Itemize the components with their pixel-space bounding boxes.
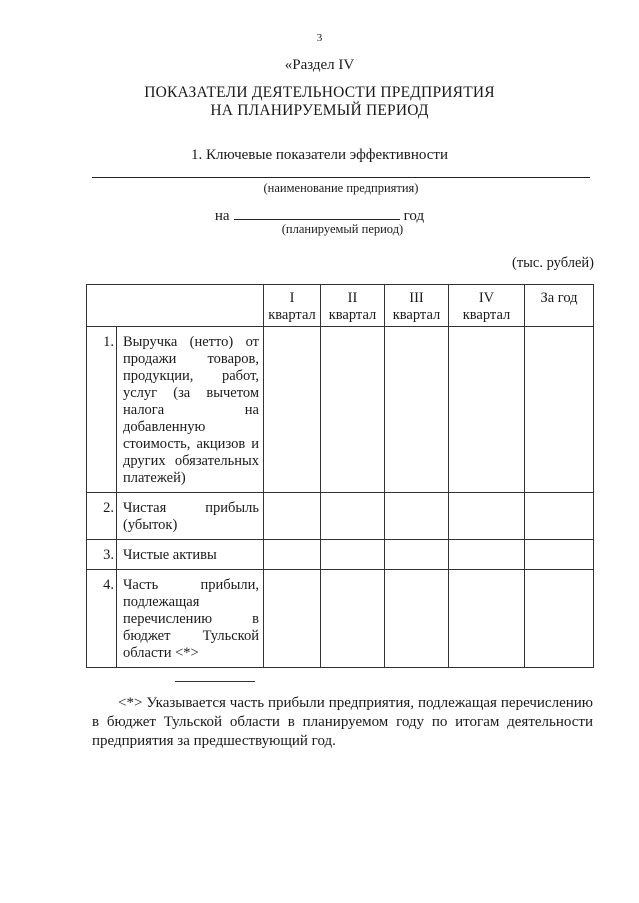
- section-label: «Раздел IV: [284, 57, 355, 73]
- value-cell: [449, 540, 525, 570]
- header-q3: III квартал: [385, 285, 449, 327]
- value-cell: [525, 540, 594, 570]
- value-cell: [525, 570, 594, 668]
- value-cell: [321, 327, 385, 493]
- value-cell: [385, 570, 449, 668]
- row-label: Чистая прибыль (убыток): [117, 493, 264, 540]
- value-cell: [525, 493, 594, 540]
- row-number: 1.: [87, 327, 117, 493]
- value-cell: [449, 570, 525, 668]
- subtitle: 1. Ключевые показатели эффективности: [190, 147, 449, 163]
- table-row: [87, 570, 594, 668]
- value-cell: [264, 570, 321, 668]
- header-q2: II квартал: [321, 285, 385, 327]
- table-row: [87, 493, 594, 540]
- value-cell: [264, 327, 321, 493]
- header-q1: I квартал: [264, 285, 321, 327]
- value-cell: [385, 493, 449, 540]
- value-cell: [385, 327, 449, 493]
- units-label: (тыс. рублей): [512, 255, 594, 271]
- period-blank: [234, 206, 400, 220]
- header-q4: IV квартал: [449, 285, 525, 327]
- kpi-table: [86, 284, 594, 668]
- table-row: [87, 327, 594, 493]
- value-cell: [264, 493, 321, 540]
- period-prefix: на: [214, 208, 230, 224]
- row-label: Часть прибыли, подлежащая перечислению в бюджет Тульской области <*>: [117, 570, 264, 668]
- value-cell: [449, 327, 525, 493]
- row-label: Чистые активы: [117, 540, 264, 570]
- table-header-row: [87, 285, 594, 327]
- period-caption: (планируемый период): [281, 222, 404, 236]
- value-cell: [385, 540, 449, 570]
- footnote-separator: [175, 681, 255, 682]
- header-indicator-cell: [87, 285, 264, 327]
- value-cell: [321, 540, 385, 570]
- enterprise-caption: (наименование предприятия): [263, 181, 419, 195]
- header-year: За год: [525, 285, 594, 327]
- value-cell: [449, 493, 525, 540]
- row-label: Выручка (нетто) от продажи товаров, продукции, работ, услуг (за вычетом налога на добавленную стоимость, акцизов и других обязательных платежей): [117, 327, 264, 493]
- value-cell: [321, 493, 385, 540]
- table-row: [87, 540, 594, 570]
- value-cell: [321, 570, 385, 668]
- value-cell: [264, 540, 321, 570]
- page-number: 3: [316, 32, 323, 44]
- row-number: 2.: [87, 493, 117, 540]
- value-cell: [525, 327, 594, 493]
- title-line-1: ПОКАЗАТЕЛИ ДЕЯТЕЛЬНОСТИ ПРЕДПРИЯТИЯ: [144, 84, 495, 101]
- period-suffix: год: [403, 208, 425, 224]
- row-number: 4.: [87, 570, 117, 668]
- row-number: 3.: [87, 540, 117, 570]
- title-line-2: НА ПЛАНИРУЕМЫЙ ПЕРИОД: [210, 102, 429, 119]
- enterprise-name-blank: [92, 177, 590, 178]
- footnote: <*> Указывается часть прибыли предприятия, подлежащая перечислению в бюджет Тульской области в планируемом году по итогам деятельности предприятия за предшествующий год.: [92, 695, 593, 749]
